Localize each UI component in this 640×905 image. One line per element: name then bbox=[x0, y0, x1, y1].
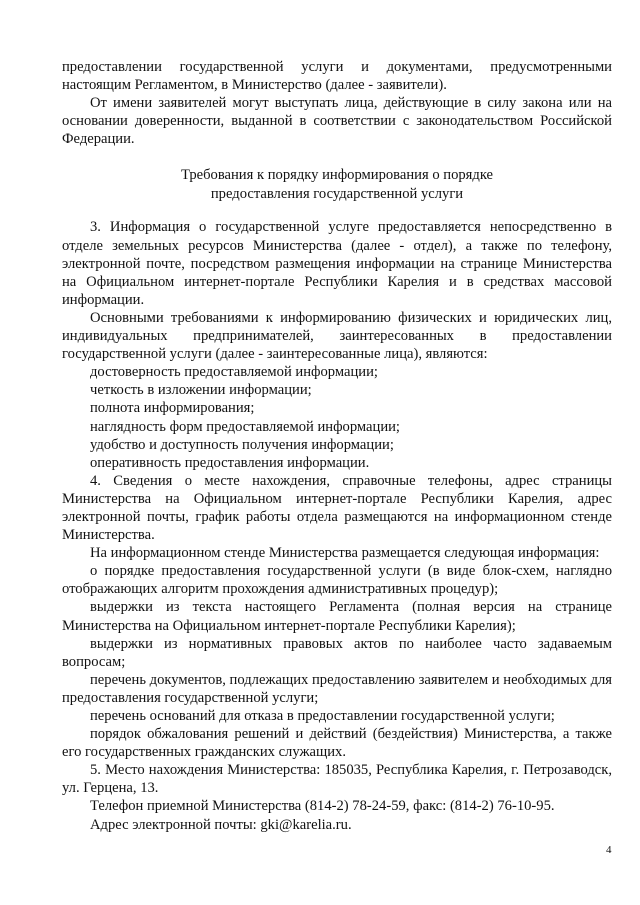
requirement-item: оперативность предоставления информации. bbox=[90, 454, 370, 471]
requirement-item: наглядность форм предоставляемой информации; bbox=[90, 418, 400, 435]
stand-item: выдержки из нормативных правовых актов по наиболее часто задаваемым вопросам; bbox=[62, 635, 612, 670]
requirement-item: достоверность предоставляемой информации; bbox=[90, 364, 378, 381]
stand-item: порядок обжалования решений и действий (бездействия) Министерства, а также его государственных гражданских служащих. bbox=[62, 726, 612, 761]
stand-item: перечень документов, подлежащих предоставлению заявителем и необходимых для предоставления государственной услуги; bbox=[62, 671, 612, 706]
paragraph-item-4: 4. Сведения о месте нахождения, справочные телефоны, адрес страницы Министерства на Официальном интернет-портале Республики Карелия, адрес электронной почты, график работы отдела размещаются на информационном стенде Министерства. bbox=[62, 472, 612, 544]
requirement-item: полнота информирования; bbox=[90, 400, 255, 417]
section-heading-line-2: предоставления государственной услуги bbox=[210, 186, 464, 203]
page-number: 4 bbox=[606, 844, 612, 856]
paragraph-representatives: От имени заявителей могут выступать лица, действующие в силу закона или на основании доверенности, выданной в соответствии с законодательством Российской Федерации. bbox=[62, 95, 612, 148]
paragraph-phone: Телефон приемной Министерства (814-2) 78-24-59, факс: (814-2) 76-10-95. bbox=[90, 798, 555, 815]
requirement-item: удобство и доступность получения информации; bbox=[90, 436, 394, 453]
requirement-item: четкость в изложении информации; bbox=[90, 382, 312, 399]
document-page bbox=[62, 58, 612, 834]
section-heading-line-1: Требования к порядку информирования о порядке bbox=[180, 167, 494, 184]
paragraph-item-5-location: 5. Место нахождения Министерства: 185035, Республика Карелия, г. Петрозаводск, ул. Герцена, 13. bbox=[62, 762, 612, 797]
stand-item: перечень оснований для отказа в предоставлении государственной услуги; bbox=[90, 708, 555, 724]
stand-item: выдержки из текста настоящего Регламента (полная версия на странице Министерства на Официальном интернет-портале Республики Карелия); bbox=[62, 599, 612, 634]
paragraph-requirements-intro: Основными требованиями к информированию физических и юридических лиц, индивидуальных предпринимателей, заинтересованных в предоставлении государственной услуги (далее - заинтересованные лица), являются: bbox=[62, 309, 612, 363]
paragraph-applicants-cont: предоставлении государственной услуги и документами, предусмотренными настоящим Регламентом, в Министерство (далее - заявители). bbox=[62, 59, 612, 94]
paragraph-stand-intro: На информационном стенде Министерства размещается следующая информация: bbox=[90, 545, 600, 562]
stand-item: о порядке предоставления государственной услуги (в виде блок-схем, наглядно отображающих алгоритм прохождения административных процедур); bbox=[62, 563, 612, 598]
paragraph-item-3: 3. Информация о государственной услуге предоставляется непосредственно в отделе земельных ресурсов Министерства (далее - отдел), а также по телефону, электронной почте, посредством размещения информации на странице Министерства на Официальном интернет-портале Республики Карелия и в средствах массовой информации. bbox=[62, 219, 612, 308]
paragraph-email: Адрес электронной почты: gki@karelia.ru. bbox=[90, 816, 352, 833]
